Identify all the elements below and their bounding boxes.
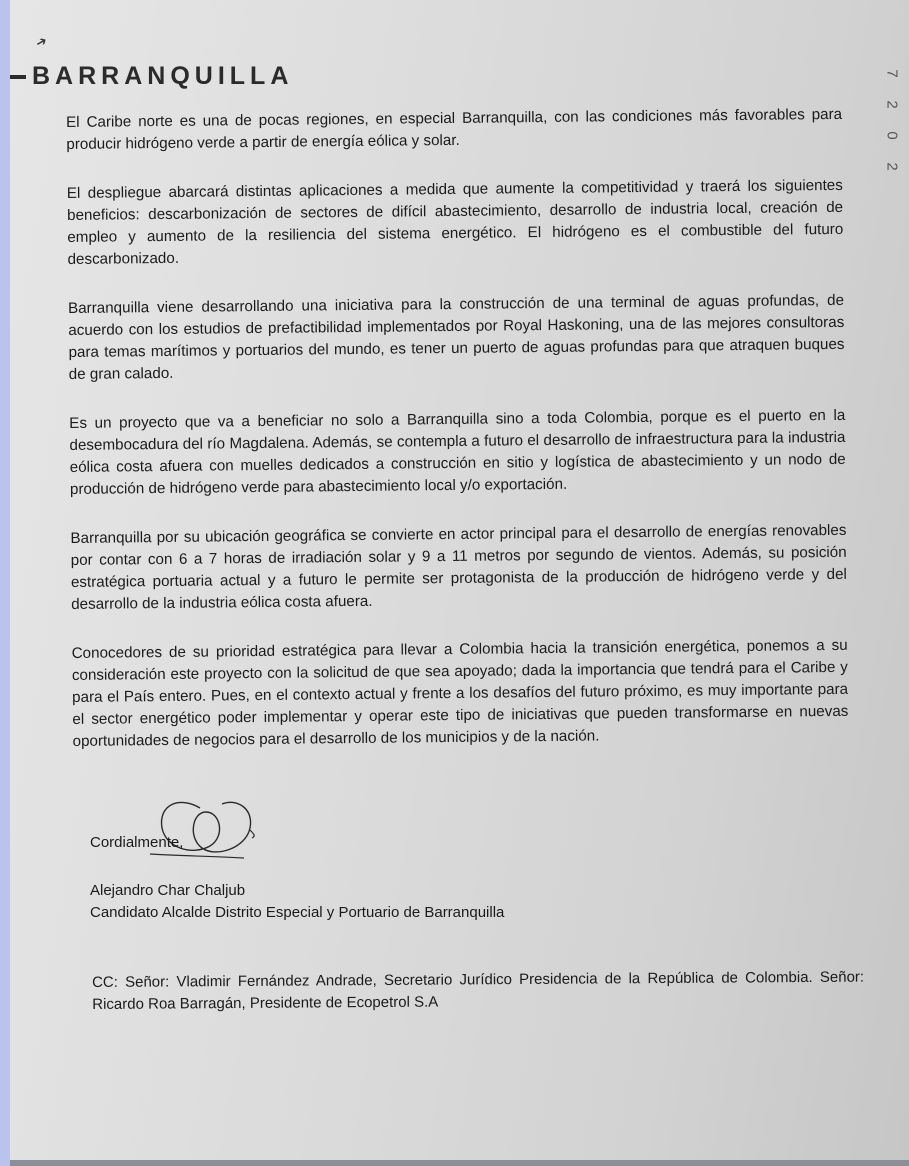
letterhead-title: BARRANQUILLA	[32, 62, 294, 90]
paragraph: Barranquilla viene desarrollando una iniciativa para la construcción de una terminal de aguas profundas, de acuerdo con los estudios de prefactibilidad implementados por Royal Haskoning, una de las mejores consultoras para temas marítimos y portuarios del mundo, es tener un puerto de aguas profundas para que atraquen buques de gran calado.	[67, 291, 845, 383]
side-year-stamp	[883, 58, 901, 182]
year-digit: 2	[883, 162, 901, 171]
cc-line: CC: Señor: Vladimir Fernández Andrade, Secretario Jurídico Presidencia de la República de Colombia. Señor: Ricardo Roa Barragán, Presidente de Ecopetrol S.A	[92, 968, 865, 1013]
handwritten-signature	[140, 790, 270, 870]
paragraph: El Caribe norte es una de pocas regiones, en especial Barranquilla, con las condiciones más favorables para producir hidrógeno verde a partir de energía eólica y solar.	[66, 105, 843, 153]
year-digit: 0	[883, 131, 901, 140]
closing: Cordialmente,	[90, 834, 184, 851]
paragraph: El despliegue abarcará distintas aplicaciones a medida que aumente la competitividad y traerá los siguientes beneficios: descarbonización de sectores de difícil abastecimiento, desarrollo de industria local, creación de empleo y aumento de la resiliencia del sistema energético. El hidrógeno es el combustible del futuro descarbonizado.	[66, 176, 844, 268]
margin-mark: ➔	[32, 32, 50, 51]
signer-block	[90, 880, 504, 924]
paragraph: Barranquilla por su ubicación geográfica se convierte en actor principal para el desarrollo de energías renovables por contar con 6 a 7 horas de irradiación solar y 9 a 11 metros por segundo de vientos. Además, su posición estratégica portuaria actual y a futuro le permite ser protagonista de la producción de hidrógeno verde y del desarrollo de la industria eólica costa afuera.	[70, 521, 847, 613]
year-digit: 7	[883, 69, 901, 78]
letterhead-bar	[10, 75, 26, 79]
paragraph: Conocedores de su prioridad estratégica para llevar a Colombia hacia la transición energética, ponemos a su consideración este proyecto con la solicitud de que sea apoyado; dada la importancia que tendrá para el Caribe y para el País entero. Pues, en el contexto actual y frente a los desafíos del futuro próximo, es muy importante para el sector energético poder implementar y operar este tipo de iniciativas que pueden transformarse en nuevas oportunidades de negocios para el desarrollo de los municipios y de la nación.	[71, 636, 849, 750]
signer-title: Candidato Alcalde Distrito Especial y Portuario de Barranquilla	[90, 904, 505, 921]
signer-name: Alejandro Char Chaljub	[90, 882, 246, 899]
paragraph: Es un proyecto que va a beneficiar no solo a Barranquilla sino a toda Colombia, porque es el puerto en la desembocadura del río Magdalena. Además, se contempla a futuro el desarrollo de infraestructura para la industria eólica costa afuera con muelles dedicados a construcción en sitio y logística de abastecimiento y un nodo de producción de hidrógeno verde para abastecimiento local y/o exportación.	[69, 406, 846, 498]
letter-body	[66, 104, 849, 780]
letter-page	[10, 0, 909, 1166]
year-digit: 2	[883, 100, 901, 109]
letterhead	[10, 62, 293, 91]
